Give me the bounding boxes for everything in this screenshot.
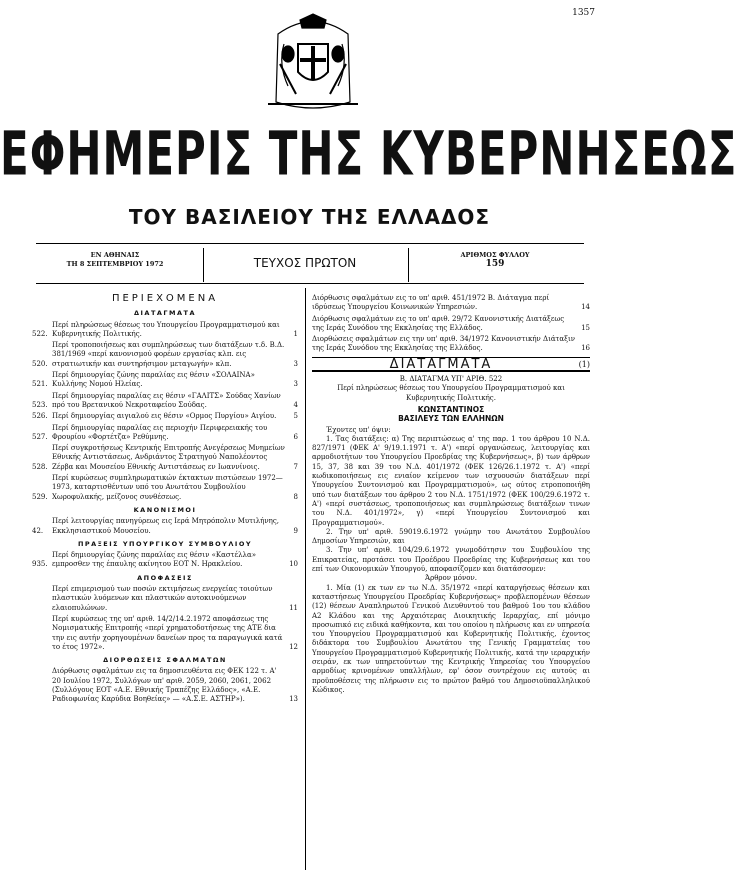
table-of-contents (32, 292, 298, 707)
toc-entry-text: Διόρθωσις σφαλμάτων εις τα δημοσιευθέντα εις ΦΕΚ 122 τ. Α' 20 Ιουλίου 1972, Συλλόγων υπ' αριθ. 2059, 2060, 2061, 2062 (Συλλόγους ΕΟΤ «Α.Ε. Εθνικής Τραπέζης Ελλάδος», «Α.Ε. Ραδιοφωνίας Καρύδια Βοηθείας» — «Α.Σ.Ε. ΑΣΤΗΡ»). (52, 667, 277, 704)
king-name: ΚΩΝΣΤΑΝΤΙΝΟΣ (417, 404, 485, 414)
issue-place: ΕΝ ΑΘΗΝΑΙΣ (90, 251, 140, 259)
king-title: ΒΑΣΙΛΕΥΣ ΤΩΝ ΕΛΛΗΝΩΝ (398, 414, 504, 424)
toc-entry-text: Περί δημιουργίας αιγιαλού εις θέσιν «Ορμος Πυργίου» Αιγίου. (52, 412, 277, 421)
toc-entry-page: 8 (293, 492, 298, 501)
page-number: 1357 (572, 8, 595, 18)
toc-entry-number: 528. (32, 462, 48, 471)
column-divider (305, 288, 306, 870)
toc-entry-page: 15 (581, 323, 590, 332)
toc-heading: ΠΕΡΙΕΧΟΜΕΝΑ (111, 293, 219, 304)
toc-entry-page: 16 (581, 344, 590, 353)
toc-entry-number: 521. (32, 380, 48, 389)
decree-paragraph: 3. Την υπ' αριθ. 104/29.6.1972 γνωμοδότησιν του Συμβουλίου της Επικρατείας, προτάσει του Προέδρου Προεδρίας της Κυβερνήσεως και του επί των Οικονομικών Υπουργού, αποφασίζομεν και διατάσσομεν: (312, 546, 590, 574)
header-rule-top (36, 243, 584, 244)
header-rule-bottom (36, 283, 584, 284)
header-divider-left (203, 248, 204, 282)
toc-entry-text: Περί δημιουργίας ζώνης παραλίας εις θέσιν «Καστέλλα» εμπροσθεν της έπαυλης ακίνητου ΕΟΤ Ν. Ηρακλείου. (52, 551, 256, 569)
toc-entry (312, 335, 590, 354)
toc-entry-page: 11 (289, 603, 298, 612)
toc-entry-page: 10 (289, 560, 298, 569)
toc-entry-number: 522. (32, 329, 48, 338)
toc-entry-number: 527. (32, 432, 48, 441)
right-column (312, 294, 590, 695)
toc-entry-text: Διόρθωσις σφαλμάτων εις το υπ' αριθ. 451/1972 Β. Διάταγμα περί ιδρύσεως Υπουργείου Κοινωνικών Υπηρεσιών. (312, 294, 550, 312)
toc-entry-page: 9 (293, 526, 298, 535)
toc-entry-text: Περί δημιουργίας παραλίας εις περιοχήν Περιφερειακής του Φρουρίου «Φορτέτζα» Ρεθύμνης. (52, 423, 268, 441)
decree-paragraph: 1. Τας διατάξεις: α) Της περιπτώσεως α' της παρ. 1 του άρθρου 10 Ν.Δ. 827/1971 (ΦΕΚ Α' 9/19.1.1971 τ. Α') «περί οργανώσεως, λειτουργίας και αρμοδιοτήτων του Υπουργείου Προεδρίας της Κυβερνήσεως», β) των άρθρων 15, 37, 38 και 39 του Ν.Δ. 401/1972 (ΦΕΚ 126/26.1.1972 τ. Α') «περί κωδικοποιήσεως εις ενιαίον κείμενον των ισχυουσών διατάξεων περί Υπουργείου Συντονισμού και Προγραμματισμού», ως ούτος ετροποποιήθη υπό των διατάξεων του άρθρου 2 του Ν.Δ. 1751/1972 (ΦΕΚ 100/29.6.1972 τ. Α') «περί συστάσεως, τροποποιήσεως και συμπληρώσεως διατάξεων τινων του Ν.Δ. 401/1972», γ) «περί Υπουργείου Συντονισμού και Προγραμματισμού». (312, 434, 590, 527)
article-heading: Άρθρον μόνον. (425, 574, 477, 583)
toc-entry (312, 294, 590, 313)
toc-section-praxeis: ΠΡΑΞΕΙΣ ΥΠΟΥΡΓΙΚΟΥ ΣΥΜΒΟΥΛΙΟΥ (77, 539, 253, 548)
issue-volume: ΤΕΥΧΟΣ ΠΡΩΤΟΝ (253, 256, 357, 270)
toc-entry-number: 42. (32, 526, 44, 535)
toc-entry (32, 551, 298, 570)
toc-entry-page: 14 (581, 303, 590, 312)
toc-entry-page: 13 (289, 695, 298, 704)
issue-date: ΤΗ 8 ΣΕΠΤΕΜΒΡΙΟΥ 1972 (66, 260, 164, 268)
newspaper-subtitle: ΤΟΥ ΒΑΣΙΛΕΙΟΥ ΤΗΣ ΕΛΛΑΔΟΣ (128, 205, 491, 229)
diatagmata-marker: (1) (578, 359, 590, 369)
toc-entry-text: Διόρθωσις σφαλμάτων εις το υπ' αριθ. 29/72 Κανονιστικής Διατάξεως της Ιεράς Συνόδου της Εκκλησίας της Ελλάδος. (312, 314, 565, 332)
toc-entry-text: Περί πληρώσεως θέσεως του Υπουργείου Προγραμματισμού και Κυβερνητικής Πολιτικής. (52, 320, 280, 338)
royal-coat-of-arms (258, 14, 368, 114)
toc-entry (32, 424, 298, 443)
toc-entry-number: 526. (32, 412, 48, 421)
toc-entry-text: Περί δημιουργίας παραλίας εις θέσιν «ΓΑΛΙΤΣ» Σούδας Χανίων πρό του Βρετανικού Νεκροταφείου Σούδας. (52, 391, 281, 409)
toc-entry-number: 935. (32, 560, 48, 569)
toc-entry-text: Περί συγκροτήσεως Κεντρικής Επιτροπής Ανεγέρσεως Μνημείων Εθνικής Αντιστάσεως, Ανδριάντος Στρατηγού Ναπολέοντος Ζέρβα και Μουσείου Εθνικής Αντιστάσεως εν Ιωαννίνοις. (52, 444, 285, 471)
decree-paragraph: 1. Μία (1) εκ των εν τω Ν.Δ. 35/1972 «περί καταργήσεως θέσεων και καταστήσεως Υπουργείου Προεδρίας Κυβερνήσεως» προβλεπομένων θέσεων (12) θέσεων Αναπληρωτού Γενικού Διευθυντού του βαθμού 1ου του κλάδου Α2 Κλάδου και της Αρχαιότερας Διοικητικής Ιεραρχίας, επί μόνιμο προσωπικό εις ειδικά καθήκοντα, και του οποίου η πλήρωσις και εν υπηρεσία του Υπουργείου Προγραμματισμού και Κυβερνητικής Πολιτικής, έχοντος διδάκτορα του Συμβουλίου Ανωτάτου της Γενικής Γραμματείας του Υπουργείου Προγραμματισμού Κυβερνητικής Πολιτικής, κατά την ιεραρχικήν σειράν, εκ των υπηρετούντων της Κεντρικής Υπηρεσίας του Υπουργείου αρμοδίως κρινομένων υπαλλήλων, εφ' όσον συντρέχουν εις αυτούς αι προϋποθέσεις της πλήρωσιν εις το πρώτον βαθμό του Δημοσιοϋπαλληλικού Κώδικος. (312, 583, 590, 694)
toc-section-diatagmata: ΔΙΑΤΑΓΜΑΤΑ (133, 309, 197, 318)
toc-entry-number: 523. (32, 400, 48, 409)
issue-place-date (40, 251, 190, 269)
toc-entry (32, 392, 298, 411)
toc-entry (32, 444, 298, 472)
diatagmata-heading: ΔΙΑΤΑΓΜΑΤΑ (389, 356, 493, 372)
toc-entry (32, 585, 298, 613)
decree-subject: Περί πληρώσεως θέσεως του Υπουργείου Προγραμματισμού και Κυβερνητικής Πολιτικής. (337, 384, 565, 402)
decree-title: Β. ΔΙΑΤΑΓΜΑ ΥΠ' ΑΡΙΘ. 522 (399, 375, 503, 384)
toc-entry-text: Περί κυρώσεως της υπ' αριθ. 14/2/14.2.1972 αποφάσεως της Νομισματικής Επιτροπής «περί χρηματοδοτήσεως της ΑΤΕ δια την εις αυτήν χορηγουμένων δανείων προς τα παραγωγικά κατά το έτος 1972». (52, 614, 283, 651)
toc-section-diorthoseis: ΔΙΟΡΘΩΣΕΙΣ ΣΦΑΛΜΑΤΩΝ (103, 656, 227, 665)
toc-entry-page: 5 (293, 412, 298, 421)
toc-section-apofaseis: ΑΠΟΦΑΣΕΙΣ (137, 573, 193, 582)
decree-paragraph: 2. Την υπ' αριθ. 59019.6.1972 γνώμην του Ανωτάτου Συμβουλίου Δημοσίων Υπηρεσιών, και (312, 527, 590, 546)
toc-entry-page: 3 (293, 359, 298, 368)
toc-entry-page: 4 (293, 400, 298, 409)
issue-number-label: ΑΡΙΘΜΟΣ ΦΥΛΛΟΥ (460, 251, 530, 259)
toc-entry-text: Περί επιμερισμού των ποσών εκτιμήσεως ενεργείας τοιούτων πλαστικών λυόμενων και πλαστικών αυτοκινούμενων ελαιοπυλώνων. (52, 585, 273, 612)
toc-entry (32, 517, 298, 536)
issue-number: 159 (485, 259, 505, 269)
toc-entry-text: Περί κυρώσεως συμπληρωματικών έκτακτων πιστώσεων 1972—1973, καταρτισθέντων υπό του Ανωτάτου Συμβουλίου Χωροφυλακής, μείζονος συνθέσεως. (52, 474, 283, 501)
toc-entry-text: Περί δημιουργίας ζώνης παραλίας εις θέσιν «ΣΟΛΑΙΝΑ» Κυλλήνης Νομού Ηλείας. (52, 371, 255, 389)
toc-entry-page: 12 (289, 642, 298, 651)
toc-entry (32, 474, 298, 502)
toc-entry-page: 3 (293, 380, 298, 389)
toc-section-kanonismoi: ΚΑΝΟΝΙΣΜΟΙ (133, 505, 197, 514)
toc-entry-page: 6 (293, 432, 298, 441)
toc-entry (32, 615, 298, 652)
diatagmata-header (312, 356, 590, 372)
toc-entry (312, 315, 590, 334)
toc-entry-number: 529. (32, 492, 48, 501)
toc-list-diatagmata (32, 321, 298, 502)
toc-entry-page: 1 (293, 329, 298, 338)
toc-entry (32, 341, 298, 369)
toc-entry (32, 667, 298, 704)
toc-entry-page: 7 (293, 462, 298, 471)
toc-entry (32, 412, 298, 421)
toc-entry (32, 371, 298, 390)
toc-entry-text: Περί τροποποιήσεως και συμπληρώσεως των διατάξεων τ.δ. Β.Δ. 381/1969 «περί κανονισμού φορέων εργασίας κλπ. εις στρατιωτικήν και συντηρήσιμον μεταγωγήν» κλπ. (52, 341, 285, 368)
toc-entry (32, 321, 298, 340)
toc-entry-text: Διορθώσεις σφαλμάτων εις την υπ' αριθ. 34/1972 Κανονιστικήν Διάταξιν της Ιεράς Συνόδου της Εκκλησίας της Ελλάδος. (312, 335, 576, 353)
toc-entry-number: 520. (32, 359, 48, 368)
header-divider-right (408, 248, 409, 282)
newspaper-title: ΕΦΗΜΕΡΙΣ ΤΗΣ ΚΥΒΕΡΝΗΣΕΩΣ (0, 118, 737, 190)
decree-preamble: Έχοντες υπ' όψιν: (326, 425, 391, 434)
toc-entry-text: Περί λειτουργίας πανηγύρεως εις Ιερά Μητρόπολιν Μυτιλήνης, Εκκλησιαστικού Μουσείου. (52, 517, 279, 535)
issue-number-box (420, 251, 570, 269)
